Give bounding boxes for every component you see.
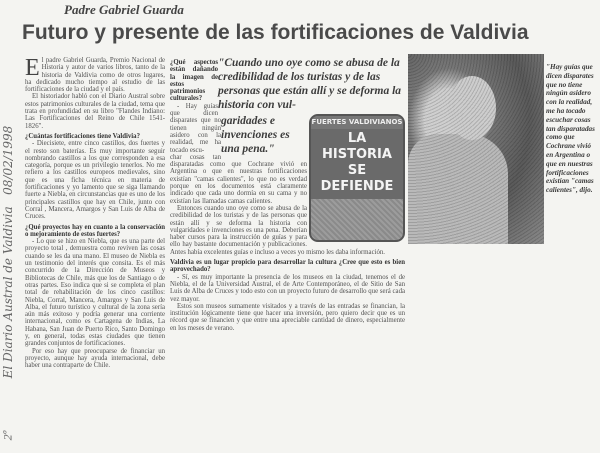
interview-question: ¿Qué proyectos hay en cuanto a la conservación o mejoramiento de estos fuertes? [25,223,165,238]
article-headline: Futuro y presente de las fortificaciones de Valdivia [22,21,529,44]
paragraph: Entonces cuando uno oye como se abusa de la credibilidad de los turistas y de las personas que están allí y se deforma la historia con vulgaridades e invenciones es una pena. Deberían haber cursos para la instrucción de guías y para ello hay bastante documentación y publicaciones. Antes había excelentes guías e incluso a veces yo mismo les daba información. [170,204,385,256]
inset-logo [309,114,405,242]
interview-question: Valdivia es un lugar propicio para desarrollar la cultura ¿Cree que esto es bien aprovechado? [170,259,405,274]
inset-slogan: LA HISTORIA SE DEFIENDE [311,129,403,199]
paragraph: - Diecisiete, entre cinco castillos, dos fuertes y el resto son baterías. Es muy importante seguir nombrando castillos a los que corresponden a esa categoría, porque es un privilegio tenerlos. No me refiero a los castillos europeos medievales, sino que es una ficha técnica en materia de fortificaciones y yo lamento que se siga llamando fuerte a Niebla, en circunstancias que es uno de los principales castillos que hay en Chile, junto con Corral , Mancera, Amargos y San Luis de Alba de Cruces. [25,140,165,221]
pull-quote-end: garidades e invenciones es una pena." [221,115,290,155]
interview-question: ¿Qué aspectos están dañando la imagen de estos patrimonios culturales? [170,59,218,103]
handwritten-source: El Diario Austral de Valdivia [1,206,15,379]
drop-cap: E [25,55,40,81]
paragraph: - Hay guías que dicen disparates que no tienen ningún asidero con la realidad, me ha tocado escu- [170,102,221,154]
inset-title: FUERTES VALDIVIANOS [311,116,403,129]
column-2 [170,56,405,332]
column-1 [25,57,165,369]
interview-question: ¿Cuántas fortificaciones tiene Valdivia? [25,132,140,140]
portrait-photo [408,54,544,244]
paragraph: char cosas tan disparatadas como que Cochrane vivió en Argentina o que en nuestras fortificaciones existían "camas calientes", lo que no es verdad porque en los documentos está claramente indicado que cada uno dormía en su cama y no existían las llamadas camas calientes. [170,153,307,205]
paragraph: l padre Gabriel Guarda, Premio Nacional de Historia y autor de varios libros, tanto de la historia de Valdivia como de otros lugares, ha dedicado mucho tiempo al estudio de las fortificaciones de la ciudad y el país. [25,57,165,94]
handwritten-source-note [1,82,15,422]
article-kicker: Padre Gabriel Guarda [64,2,184,17]
paragraph: Estos son museos sumamente visitados y a través de las entradas se financian, la institución lógicamente tiene que hacer una inversión, pero quiero decir que es un récord que se financien y que entre una apreciable cantidad de dinero, especialmente en los meses de verano. [170,302,405,332]
pull-quote: "Cuando uno oye como se abusa de la credibilidad de los turistas y de las personas que están allí y se deforma la historia con vul- [218,57,402,111]
photo-figure-body [408,134,508,244]
photo-caption: "Hay guías que dicen disparates que no tiene ningún asidero con la realidad, me ha tocado escuchar cosas tan disparatadas como que Cochrane vivió en Argentina o que en nuestras fortificaciones existían "camas calientes", dijo. [546,63,595,195]
handwritten-page-number: 2º [0,430,15,441]
paragraph: - Sí, es muy importante la presencia de los museos en la ciudad, tenemos el de Niebla, el de la Universidad Austral, el de Arte Contemporáneo, el de Sitio de San Luis de Alba de Cruces y todo esto con un proyecto futuro de desarrollo que será cada vez mayor. [170,273,405,303]
paragraph: Por eso hay que preocuparse de financiar un proyecto, aunque hay ayuda internacional, debe haber una contraparte de Chile. [25,347,165,370]
paragraph: - Lo que se hizo en Niebla, que es una parte del proyecto total , demuestra como reviven las cosas cuando se les da una mano. El museo de Niebla es un testimonio del interés que consita. Es el más concurrido de la Dirección de Museos y Bibliotecas de Chile, más que los de Santiago o de otras partes. Eso indica que si se completa el plan total de rehabilitación de los cinco castillos: Niebla, Corral, Mancera, Amargos y San Luis de Alba, el futuro turístico y cultural de la zona sería aún más exitoso y podría generar una corriente internacional, como es Cartagena de Indias, La Habana, San Juan de Puerto Rico, Santo Domingo y, en general, todas estas ciudades que tienen grandes conjuntos de fortificaciones. [25,238,165,348]
photo-figure-head [448,76,496,140]
paragraph: El historiador habló con el Diario Austral sobre estos patrimonios culturales de la ciudad, tema que trata en profundidad en su libro "Flandes Indiano: Las Fortificaciones del Reino de Chile 1541-1826". [25,93,165,130]
handwritten-date: 08/02/1998 [1,125,15,195]
